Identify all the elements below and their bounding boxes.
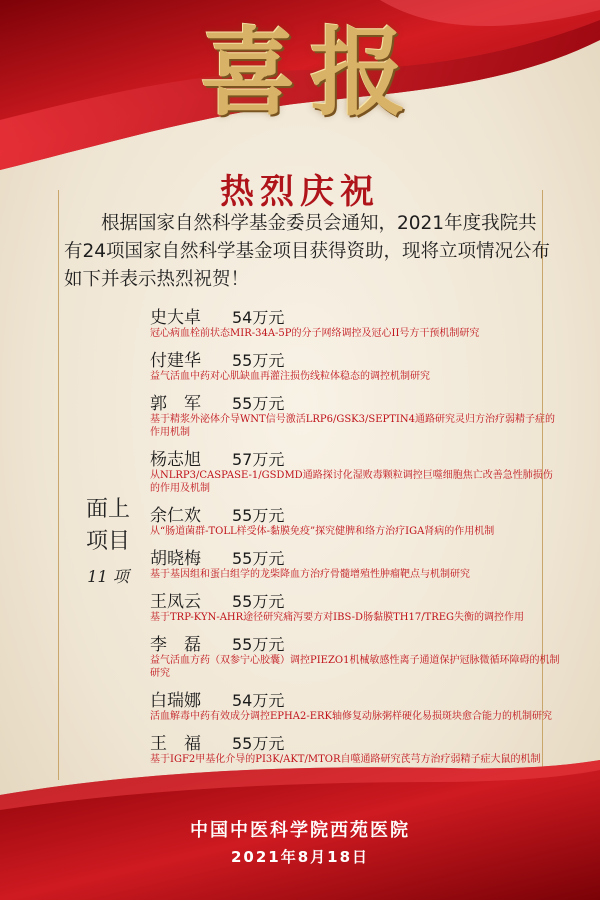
subtitle: 热烈庆祝 (220, 172, 380, 212)
funding-amount: 55万元 (232, 734, 285, 753)
project-title: 从“肠道菌群-TOLL样受体-黏膜免疫”探究健脾和络方治疗IGA肾病的作用机制 (150, 526, 495, 537)
project-item (150, 501, 570, 538)
project-item (150, 389, 570, 439)
project-title: 益气活血方药（双参宁心胶囊）调控PIEZO1机械敏感性离子通道保护冠脉微循环障碍的机制研究 (150, 655, 560, 679)
project-header (150, 587, 570, 611)
project-title: 益气活血中药对心肌缺血再灌注损伤线粒体稳态的调控机制研究 (150, 371, 430, 382)
project-header (150, 303, 570, 327)
funding-amount: 55万元 (232, 506, 285, 525)
category-count: 11 项 (87, 567, 129, 586)
funding-amount: 55万元 (232, 635, 285, 654)
investigator-name: 史大卓 (150, 308, 201, 328)
project-item (150, 544, 570, 581)
project-header (150, 729, 570, 753)
investigator-name: 付建华 (150, 351, 201, 371)
project-item (150, 686, 570, 723)
project-title: 基于IGF2甲基化介导的PI3K/AKT/MTOR自噬通路研究芪芎方治疗弱精子症大鼠的机制 (150, 754, 541, 765)
funding-amount: 55万元 (232, 351, 285, 370)
investigator-name: 郭 军 (150, 394, 201, 414)
headline-title: 喜报 (200, 16, 420, 129)
funding-amount: 55万元 (232, 394, 285, 413)
project-title: 活血解毒中药有效成分调控EPHA2-ERK轴修复动脉粥样硬化易损斑块愈合能力的机制研究 (150, 711, 553, 722)
investigator-name: 王 福 (150, 734, 201, 754)
project-item (150, 587, 570, 624)
project-header (150, 630, 570, 654)
project-header (150, 445, 570, 469)
investigator-name: 杨志旭 (150, 450, 201, 470)
intro-paragraph: 根据国家自然科学基金委员会通知，2021年度我院共有24项国家自然科学基金项目获得资助，现将立项情况公布如下并表示热烈祝贺！ (64, 213, 551, 290)
investigator-name: 白瑞娜 (150, 691, 201, 711)
funding-amount: 54万元 (232, 691, 285, 710)
investigator-name: 胡晓梅 (150, 549, 201, 569)
funding-amount: 55万元 (232, 549, 285, 568)
project-header (150, 389, 570, 413)
funding-amount: 54万元 (232, 308, 285, 327)
project-list (150, 303, 570, 815)
investigator-name: 余仁欢 (150, 506, 201, 526)
project-item (150, 346, 570, 383)
project-title: 基于TRP-KYN-AHR途径研究痛泻要方对IBS-D肠黏膜TH17/TREG失衡的调控作用 (150, 612, 525, 623)
project-item (150, 630, 570, 680)
project-title: 冠心病血栓前状态MIR-34A-5P的分子网络调控及冠心II号方干预机制研究 (150, 328, 480, 339)
footer-organization: 中国中医科学院西苑医院 (190, 820, 410, 841)
investigator-name: 王凤云 (150, 592, 201, 612)
project-item (150, 445, 570, 495)
project-header (150, 501, 570, 525)
project-header (150, 686, 570, 710)
project-header (150, 346, 570, 370)
footer-date: 2021年8月18日 (230, 848, 370, 866)
gold-frame-left (58, 190, 59, 780)
project-title: 从NLRP3/CASPASE-1/GSDMD通路探讨化湿败毒颗粒调控巨噬细胞焦亡改善急性肺损伤的作用及机制 (150, 470, 553, 494)
project-title: 基于精浆外泌体介导WNT信号激活LRP6/GSK3/SEPTIN4通路研究灵归方治疗弱精子症的作用机制 (150, 414, 555, 438)
project-title: 基于基因组和蛋白组学的龙柴降血方治疗骨髓增殖性肿瘤靶点与机制研究 (150, 569, 470, 580)
project-header (150, 544, 570, 568)
project-item (150, 303, 570, 340)
investigator-name: 李 磊 (150, 635, 201, 655)
category-label: 面上项目 (85, 497, 130, 554)
funding-amount: 55万元 (232, 592, 285, 611)
funding-amount: 57万元 (232, 450, 285, 469)
